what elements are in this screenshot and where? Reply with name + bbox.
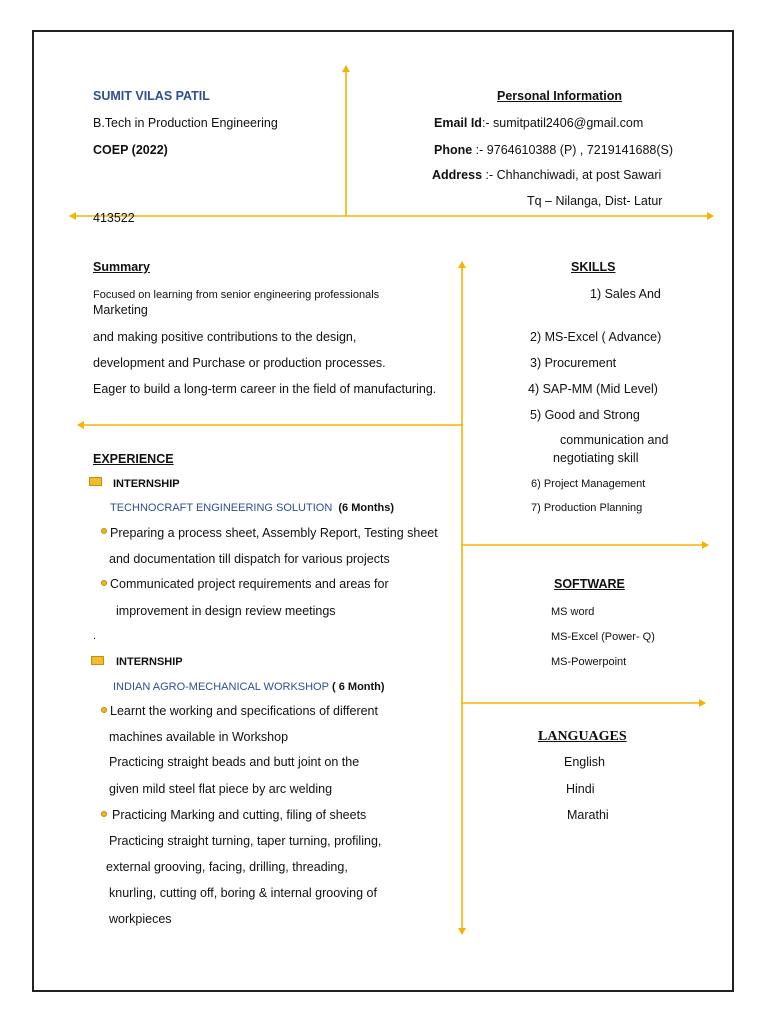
job-line: external grooving, facing, drilling, threading, — [106, 860, 348, 874]
summary-line: and making positive contributions to the design, — [93, 330, 357, 344]
phone-line — [434, 143, 673, 158]
job-line: machines available in Workshop — [109, 730, 289, 744]
job-header — [110, 501, 394, 516]
job-line: Practicing Marking and cutting, filing of sheets — [112, 808, 367, 822]
address-line — [432, 168, 661, 183]
skill-item: 1) Sales And — [590, 287, 661, 301]
job-line: workpieces — [109, 912, 172, 926]
address-label: Address — [432, 168, 483, 182]
job-company: INDIAN AGRO-MECHANICAL WORKSHOP — [113, 681, 329, 693]
skills-heading: SKILLS — [571, 260, 616, 274]
summary-heading: Summary — [93, 260, 150, 274]
software-heading: SOFTWARE — [554, 577, 625, 591]
software-item: MS-Powerpoint — [551, 656, 627, 668]
job-line: and documentation till dispatch for various projects — [109, 552, 390, 566]
job-type: INTERNSHIP — [113, 478, 180, 490]
job-line: Practicing straight turning, taper turning, profiling, — [109, 834, 382, 848]
job-duration: (6 Months) — [338, 502, 394, 514]
job-line: Communicated project requirements and areas for — [110, 577, 389, 591]
job-line: knurling, cutting off, boring & internal grooving of — [109, 886, 377, 900]
job-line: Preparing a process sheet, Assembly Report, Testing sheet — [110, 526, 438, 540]
job-duration: ( 6 Month) — [332, 681, 385, 693]
software-item: MS word — [551, 606, 595, 618]
skill-item: 7) Production Planning — [531, 502, 643, 514]
summary-line: Marketing — [93, 303, 148, 317]
bullet-icon — [101, 811, 107, 817]
address-line-2: Tq – Nilanga, Dist- Latur — [527, 194, 663, 208]
email-value: :- sumitpatil2406@gmail.com — [481, 116, 644, 130]
degree: B.Tech in Production Engineering — [93, 116, 278, 130]
email-label: Email Id — [434, 116, 482, 130]
flag-icon — [89, 477, 102, 486]
summary-line: development and Purchase or production processes. — [93, 356, 386, 370]
skill-item: 4) SAP-MM (Mid Level) — [528, 382, 658, 396]
job-header — [113, 680, 385, 695]
phone-label: Phone — [434, 143, 473, 157]
job-line: . — [93, 630, 97, 642]
pincode: 413522 — [93, 211, 135, 225]
phone-value: :- 9764610388 (P) , 7219141688(S) — [472, 143, 674, 157]
skill-item-continued: negotiating skill — [553, 451, 639, 465]
college: COEP (2022) — [93, 143, 168, 157]
job-type: INTERNSHIP — [116, 656, 183, 668]
email-line — [434, 116, 643, 131]
bullet-icon — [101, 528, 107, 534]
job-line: improvement in design review meetings — [116, 604, 336, 618]
software-item: MS-Excel (Power- Q) — [551, 631, 655, 643]
language-item: Hindi — [566, 782, 595, 796]
skill-item: 3) Procurement — [530, 356, 617, 370]
experience-heading — [93, 452, 174, 467]
candidate-name: SUMIT VILAS PATIL — [93, 89, 210, 103]
bullet-icon — [101, 707, 107, 713]
language-item: Marathi — [567, 808, 609, 822]
job-line: Learnt the working and specifications of different — [110, 704, 378, 718]
experience-heading-text: EXPERIENCE — [93, 452, 174, 466]
job-line: Practicing straight beads and butt joint on the — [109, 755, 360, 769]
languages-heading: LANGUAGES — [538, 729, 627, 744]
job-line: given mild steel flat piece by arc welding — [109, 782, 333, 796]
personal-info-heading: Personal Information — [497, 89, 623, 103]
skill-item: 5) Good and Strong — [530, 408, 640, 422]
skill-item: 6) Project Management — [531, 478, 646, 490]
skill-item: 2) MS-Excel ( Advance) — [530, 330, 662, 344]
address-value: :- Chhanchiwadi, at post Sawari — [482, 168, 662, 182]
language-item: English — [564, 755, 605, 769]
summary-line: Focused on learning from senior engineering professionals — [93, 289, 380, 301]
flag-icon — [91, 656, 104, 665]
job-company: TECHNOCRAFT ENGINEERING SOLUTION — [110, 502, 333, 514]
summary-line: Eager to build a long-term career in the field of manufacturing. — [93, 382, 437, 396]
skill-item-continued: communication and — [560, 433, 669, 447]
bullet-icon — [101, 580, 107, 586]
